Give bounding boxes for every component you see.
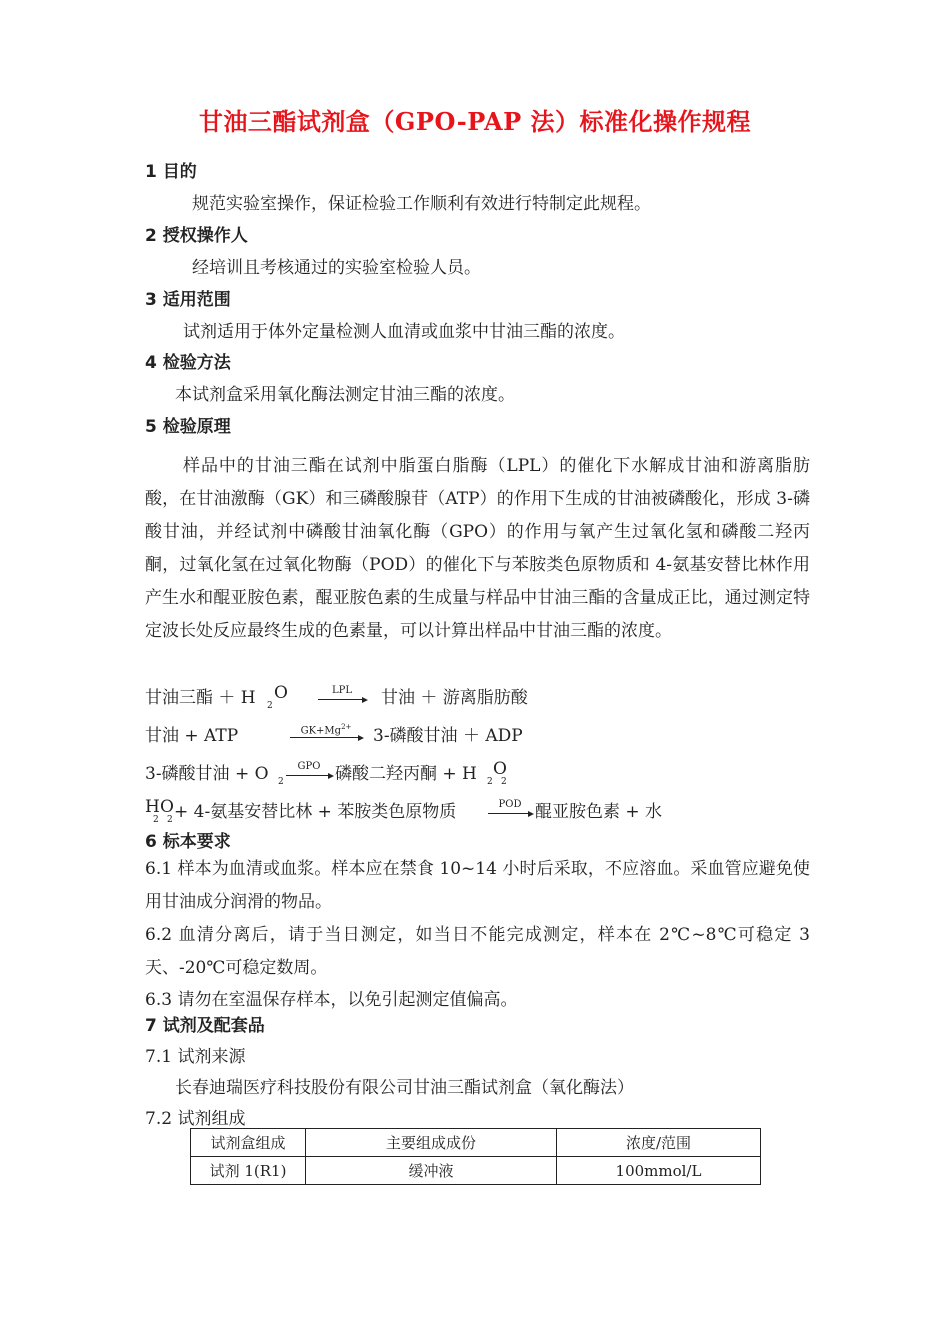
table-header-cell: 试剂盒组成 <box>191 1129 306 1157</box>
principle-paragraph <box>145 450 810 648</box>
eq4-left2: O <box>160 797 174 817</box>
specimen-6-1: 6.1 样本为血清或血浆。样本应在禁食 10~14 小时后采取，不应溶血。采血管应避免使用甘油成分润滑的物品。 <box>145 859 810 912</box>
reagent-source-heading: 7.1 试剂来源 <box>145 1047 246 1067</box>
table-header-cell: 主要组成成份 <box>306 1129 557 1157</box>
eq1-left: 甘油三酯 ＋ H <box>145 688 256 708</box>
reagent-composition-table <box>190 1128 761 1185</box>
eq4-sub2: 2 <box>167 815 173 825</box>
eq1-enzyme: LPL <box>331 685 352 696</box>
table-header-cell: 浓度/范围 <box>557 1129 761 1157</box>
eq3-arrow <box>286 761 332 776</box>
eq2-enzyme-label <box>290 723 362 736</box>
eq2-left: 甘油 + ATP <box>145 726 239 746</box>
section-4-heading: 4 检验方法 <box>145 353 231 373</box>
eq3-enzyme: GPO <box>297 761 321 772</box>
eq1-left2: O <box>274 683 288 703</box>
eq2-enzyme: GK+Mg <box>300 725 342 737</box>
section-1-heading: 1 目的 <box>145 162 197 182</box>
reagent-composition-heading: 7.2 试剂组成 <box>145 1109 246 1129</box>
principle-text: 样品中的甘油三酯在试剂中脂蛋白脂酶（LPL）的催化下水解成甘油和游离脂肪酸，在甘油激酶（GK）和三磷酸腺苷（ATP）的作用下生成的甘油被磷酸化，形成 3-磷酸甘油，并经试剂中磷酸甘油氧化酶（GPO）的作用与氧产生过氧化氢和磷酸二羟丙酮，过氧化氢在过氧化物酶（POD）的催化下与苯胺类色原物质和 4-氨基安替比林作用产生水和醌亚胺色素，醌亚胺色素的生成量与样品中甘油三酯的含量成正比，通过测定特定波长处反应最终生成的色素量，可以计算出样品中甘油三酯的浓度。 <box>145 456 810 641</box>
section-7-heading: 7 试剂及配套品 <box>145 1016 265 1036</box>
table-row <box>191 1157 761 1185</box>
section-2-body: 经培训且考核通过的实验室检验人员。 <box>192 258 481 278</box>
equation-1 <box>145 683 810 717</box>
eq4-left: H <box>145 797 160 817</box>
eq2-enzyme-sup: 2+ <box>341 723 352 731</box>
eq3-right: 磷酸二羟丙酮 + H <box>335 764 477 784</box>
eq3-sub1: 2 <box>278 777 284 787</box>
eq1-right: 甘油 ＋ 游离脂肪酸 <box>381 688 528 708</box>
specimen-6-2: 6.2 血清分离后，请于当日测定，如当日不能完成测定，样本在 2℃~8℃可稳定 3 天、-20℃可稳定数周。 <box>145 925 810 978</box>
eq4-arrow <box>488 799 532 814</box>
eq1-sub: 2 <box>267 701 273 711</box>
table-cell: 试剂 1(R1) <box>191 1157 306 1185</box>
section-5-heading: 5 检验原理 <box>145 417 231 437</box>
document-title: 甘油三酯试剂盒（GPO-PAP 法）标准化操作规程 <box>198 107 752 136</box>
eq4-enzyme: POD <box>498 799 522 810</box>
eq1-arrow <box>318 685 366 700</box>
eq4-left3: + 4-氨基安替比林 + 苯胺类色原物质 <box>174 802 457 822</box>
eq2-right: 3-磷酸甘油 ＋ ADP <box>373 726 523 746</box>
eq3-sub2: 2 <box>487 777 493 787</box>
section-4-body: 本试剂盒采用氧化酶法测定甘油三酯的浓度。 <box>175 385 515 405</box>
section-3-heading: 3 适用范围 <box>145 290 231 310</box>
eq4-right: 醌亚胺色素 + 水 <box>535 802 663 822</box>
eq3-sub3: 2 <box>501 777 507 787</box>
table-header-row <box>191 1129 761 1157</box>
equation-3 <box>145 759 810 793</box>
section-2-heading: 2 授权操作人 <box>145 226 248 246</box>
equation-4 <box>145 797 810 831</box>
table-cell: 缓冲液 <box>306 1157 557 1185</box>
section-6-heading: 6 标本要求 <box>145 832 231 852</box>
section-3-body: 试剂适用于体外定量检测人血清或血浆中甘油三酯的浓度。 <box>183 322 625 342</box>
section-1-body: 规范实验室操作，保证检验工作顺利有效进行特制定此规程。 <box>192 194 651 214</box>
specimen-6-3: 6.3 请勿在室温保存样本，以免引起测定值偏高。 <box>145 990 518 1010</box>
eq3-right2: O <box>493 759 507 779</box>
table-cell: 100mmol/L <box>557 1157 761 1185</box>
equation-2 <box>145 721 810 755</box>
eq3-left: 3-磷酸甘油 + O <box>145 764 269 784</box>
eq2-arrow <box>290 723 362 738</box>
reagent-source-text: 长春迪瑞医疗科技股份有限公司甘油三酯试剂盒（氧化酶法） <box>175 1078 634 1098</box>
eq4-sub1: 2 <box>153 815 159 825</box>
